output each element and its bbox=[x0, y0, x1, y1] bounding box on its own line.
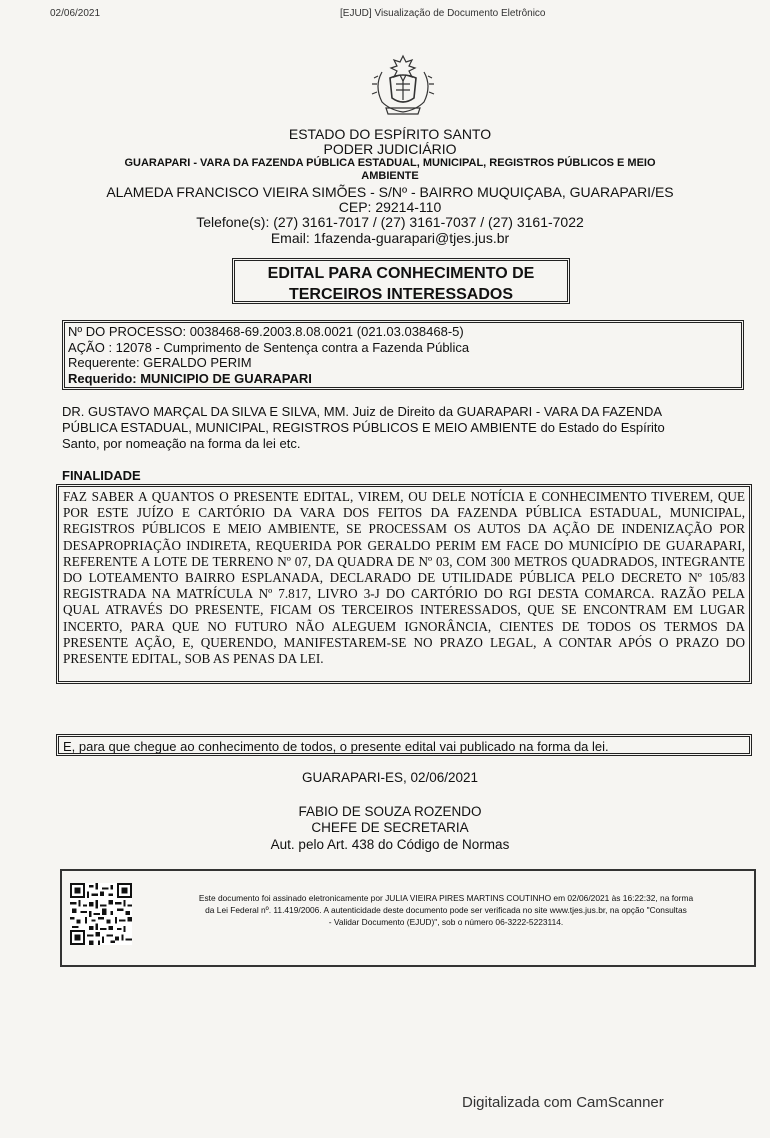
signer-authority: Aut. pelo Art. 438 do Código de Normas bbox=[270, 837, 510, 852]
judge-paragraph bbox=[62, 404, 742, 452]
finalidade-text: FAZ SABER A QUANTOS O PRESENTE EDITAL, VIREM, OU DELE NOTÍCIA E CONHECIMENTO TIVEREM, QUE POR ESTE JUÍZO E CARTÓRIO DA VARA DOS FEITOS DA FAZENDA PÚBLICA ESTADUAL, MUNICIPAL, REGISTROS PÚBLICOS E MEIO AMBIENTE, SE PROCESSAM OS AUTOS DA AÇÃO DE INDENIZAÇÃO POR DESAPROPRIAÇÃO INDIRETA, REQUERIDA POR GERALDO PERIM EM FACE DO MUNICÍPIO DE GUARAPARI, REFERENTE A LOTE DE TERRENO Nº 07, DA QUADRA DE Nº 03, COM 300 METROS QUADRADOS, INTEGRANTE DO LOTEAMENTO BAIRRO ESPLANADA, DECLARADO DE UTILIDADE PÚBLICA PELO DECRETO Nº 105/83 REGISTRADA NA MATRÍCULA Nº 7.817, LIVRO 3-J DO CARTÓRIO DO RGI DESTA COMARCA. RAZÃO PELA QUAL ATRAVÉS DO PRESENTE, FICAM OS TERCEIROS INTERESSADOS, QUE SE ENCONTRAM EM LUGAR INCERTO, PARA QUE NO FUTURO NÃO ALEGUEM IGNORÂNCIA, CIENTES DE TODOS OS TERMOS DA PRESENTE AÇÃO, E, QUERENDO, MANIFESTAREM-SE NO PRAZO LEGAL, A CONTAR APÓS O PRAZO DO PRESENTE EDITAL, SOB AS PENAS DA LEI. bbox=[56, 484, 752, 684]
process-number: Nº DO PROCESSO: 0038468-69.2003.8.08.0021 (021.03.038468-5) bbox=[68, 324, 464, 339]
signature-notice-line1: Este documento foi assinado eletronicamente por JULIA VIEIRA PIRES MARTINS COUTINHO em 02/06/2021 às 16:22:32, na forma bbox=[198, 893, 694, 903]
signature-notice-line2: da Lei Federal nº. 11.419/2006. A autenticidade deste documento pode ser verificada no site www.tjes.jus.br, na opção "Consultas bbox=[205, 905, 687, 915]
process-defendant: Requerido: MUNICIPIO DE GUARAPARI bbox=[68, 370, 312, 386]
court-name-line2: AMBIENTE bbox=[361, 170, 419, 182]
process-info-box bbox=[62, 320, 744, 390]
court-name-line1: GUARAPARI - VARA DA FAZENDA PÚBLICA ESTADUAL, MUNICIPAL, REGISTROS PÚBLICOS E MEIO bbox=[124, 157, 656, 169]
judge-line1: DR. GUSTAVO MARÇAL DA SILVA E SILVA, MM. Juiz de Direito da GUARAPARI - VARA DA FAZENDA bbox=[62, 404, 663, 419]
edital-title-line2: TERCEIROS INTERESSADOS bbox=[288, 286, 514, 303]
signer-name: FABIO DE SOUZA ROZENDO bbox=[298, 804, 482, 819]
signer-role: CHEFE DE SECRETARIA bbox=[311, 820, 469, 835]
judge-line3: Santo, por nomeação na forma da lei etc. bbox=[62, 436, 301, 451]
court-cep: CEP: 29214-110 bbox=[338, 199, 442, 215]
edital-title-line1: EDITAL PARA CONHECIMENTO DE bbox=[267, 265, 535, 282]
system-header: [EJUD] Visualização de Documento Eletrônico bbox=[340, 8, 546, 19]
coat-of-arms-icon bbox=[368, 52, 438, 118]
state-name: ESTADO DO ESPÍRITO SANTO bbox=[288, 126, 492, 142]
court-phones: Telefone(s): (27) 3161-7017 / (27) 3161-7037 / (27) 3161-7022 bbox=[196, 214, 584, 230]
place-date: GUARAPARI-ES, 02/06/2021 bbox=[301, 770, 479, 785]
signature-notice-line3: - Validar Documento (EJUD)", sob o número 06-3222-5223114. bbox=[328, 917, 564, 927]
edital-title-box bbox=[232, 258, 570, 304]
process-plaintiff: Requerente: GERALDO PERIM bbox=[68, 355, 252, 370]
signature-notice bbox=[150, 892, 742, 928]
judge-line2: PÚBLICA ESTADUAL, MUNICIPAL, REGISTROS PÚBLICOS E MEIO AMBIENTE do Estado do Espírito bbox=[62, 420, 665, 435]
print-date: 02/06/2021 bbox=[50, 8, 101, 19]
court-address: ALAMEDA FRANCISCO VIEIRA SIMÕES - S/Nº - BAIRRO MUQUIÇABA, GUARAPARI/ES bbox=[106, 184, 674, 200]
qr-code-icon bbox=[70, 883, 132, 945]
finalidade-label: FINALIDADE bbox=[62, 468, 141, 483]
publication-notice: E, para que chegue ao conhecimento de todos, o presente edital vai publicado na forma da lei. bbox=[56, 734, 752, 756]
court-email: Email: 1fazenda-guarapari@tjes.jus.br bbox=[270, 230, 510, 246]
process-action: AÇÃO : 12078 - Cumprimento de Sentença contra a Fazenda Pública bbox=[68, 339, 470, 355]
camscanner-watermark: Digitalizada com CamScanner bbox=[462, 1094, 664, 1111]
branch-name: PODER JUDICIÁRIO bbox=[323, 141, 457, 157]
